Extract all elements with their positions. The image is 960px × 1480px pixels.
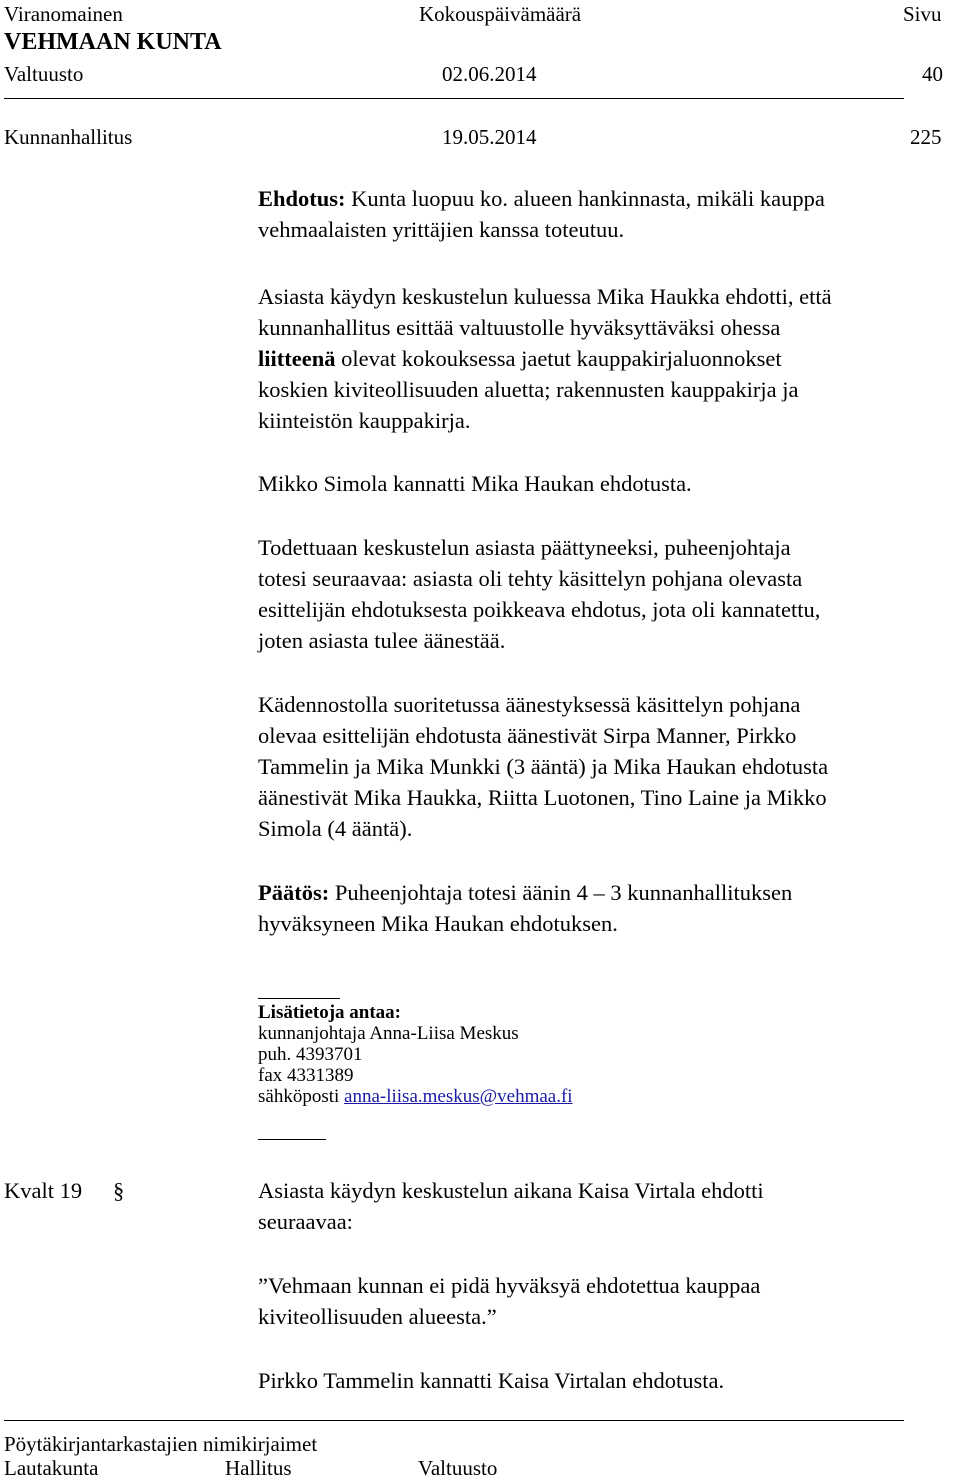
vote-line-1: Kädennostolla suoritetussa äänestyksessä käsittelyn pohjana (258, 692, 801, 717)
chair-statement-line-1: Todettuaan keskustelun asiasta päättyneeksi, puheenjohtaja (258, 535, 791, 560)
decision-line-1: Puheenjohtaja totesi äänin 4 – 3 kunnanhallituksen (334, 880, 793, 905)
chair-statement-line-2: totesi seuraavaa: asiasta oli tehty käsittelyn pohjana olevasta (258, 566, 803, 591)
footer-title: Pöytäkirjantarkastajien nimikirjaimet (4, 1432, 318, 1456)
section-quote (258, 1270, 958, 1332)
vote-paragraph (258, 689, 958, 844)
discussion-line-1: Asiasta käydyn keskustelun kuluessa Mika Haukka ehdotti, että (258, 284, 832, 309)
section-support (258, 1365, 958, 1396)
header-divider (4, 98, 904, 99)
contact-title: Lisätietoja antaa: (258, 1002, 402, 1023)
chair-statement-line-3: esittelijän ehdotuksesta poikkeava ehdotus, jota oli kannatettu, (258, 597, 821, 622)
meeting-date-valtuusto: 02.06.2014 (442, 62, 537, 86)
decision-label: Päätös: (258, 880, 330, 905)
footer-col-lautakunta: Lautakunta (4, 1456, 99, 1480)
page-number-valtuusto: 40 (922, 62, 943, 86)
section-quote-line-1: ”Vehmaan kunnan ei pidä hyväksyä ehdotettua kauppaa (258, 1273, 761, 1298)
vote-line-4: äänestivät Mika Haukka, Riitta Luotonen, Tino Laine ja Mikko (258, 785, 827, 810)
authority-name: VEHMAAN KUNTA (4, 29, 222, 55)
page-number-kunnanhallitus: 225 (910, 125, 942, 149)
vote-line-2: olevaa esittelijän ehdotusta äänestivät Sirpa Manner, Pirkko (258, 723, 797, 748)
attachment-label: liitteenä (258, 346, 336, 371)
vote-line-5: Simola (4 ääntä). (258, 816, 413, 841)
section-support-line: Pirkko Tammelin kannatti Kaisa Virtalan ehdotusta. (258, 1368, 725, 1393)
contact-name: kunnanjohtaja Anna-Liisa Meskus (258, 1023, 519, 1044)
section-symbol: § (113, 1178, 125, 1203)
decision-line-2: hyväksyneen Mika Haukan ehdotuksen. (258, 911, 618, 936)
decision-paragraph (258, 877, 958, 939)
discussion-paragraph (258, 281, 958, 436)
discussion-line-3: olevat kokouksessa jaetut kauppakirjaluonnokset (341, 346, 782, 371)
chair-statement-paragraph (258, 532, 958, 656)
section-id: Kvalt 19 (4, 1178, 83, 1203)
footer-col-hallitus: Hallitus (225, 1456, 292, 1480)
proposal-paragraph (258, 183, 958, 245)
contact-email-label: sähköposti (258, 1086, 340, 1107)
chair-statement-line-4: joten asiasta tulee äänestää. (258, 628, 506, 653)
meeting-body-kunnanhallitus: Kunnanhallitus (4, 125, 133, 149)
header-col-page-label: Sivu (903, 2, 942, 26)
discussion-line-2: kunnanhallitus esittää valtuustolle hyväksyttäväksi ohessa (258, 315, 781, 340)
footer-divider (4, 1420, 904, 1421)
meeting-body-valtuusto: Valtuusto (4, 62, 84, 86)
contact-phone: puh. 4393701 (258, 1044, 363, 1065)
proposal-line-2: vehmaalaisten yrittäjien kanssa toteutuu. (258, 217, 625, 242)
header-col-date-label: Kokouspäivämäärä (419, 2, 582, 26)
support-line: Mikko Simola kannatti Mika Haukan ehdotusta. (258, 471, 692, 496)
proposal-line-1: Kunta luopuu ko. alueen hankinnasta, mikäli kauppa (351, 186, 825, 211)
discussion-line-5: kiinteistön kauppakirja. (258, 408, 471, 433)
meeting-date-kunnanhallitus: 19.05.2014 (442, 125, 537, 149)
footer-col-valtuusto: Valtuusto (418, 1456, 498, 1480)
contact-email-link[interactable]: anna-liisa.meskus@vehmaa.fi (344, 1086, 573, 1107)
proposal-label: Ehdotus: (258, 186, 346, 211)
section-line-2: seuraavaa: (258, 1209, 353, 1234)
section-quote-line-2: kiviteollisuuden alueesta.” (258, 1304, 497, 1329)
contact-rule-top (258, 998, 340, 999)
contact-block (258, 1002, 958, 1107)
header-col-authority-label: Viranomainen (4, 2, 123, 26)
support-paragraph (258, 468, 958, 499)
contact-rule-bottom (258, 1139, 326, 1140)
section-paragraph (258, 1175, 958, 1237)
vote-line-3: Tammelin ja Mika Munkki (3 ääntä) ja Mika Haukan ehdotusta (258, 754, 829, 779)
contact-fax: fax 4331389 (258, 1065, 354, 1086)
discussion-line-4: koskien kiviteollisuuden aluetta; rakennusten kauppakirja ja (258, 377, 799, 402)
section-line-1: Asiasta käydyn keskustelun aikana Kaisa Virtala ehdotti (258, 1178, 764, 1203)
